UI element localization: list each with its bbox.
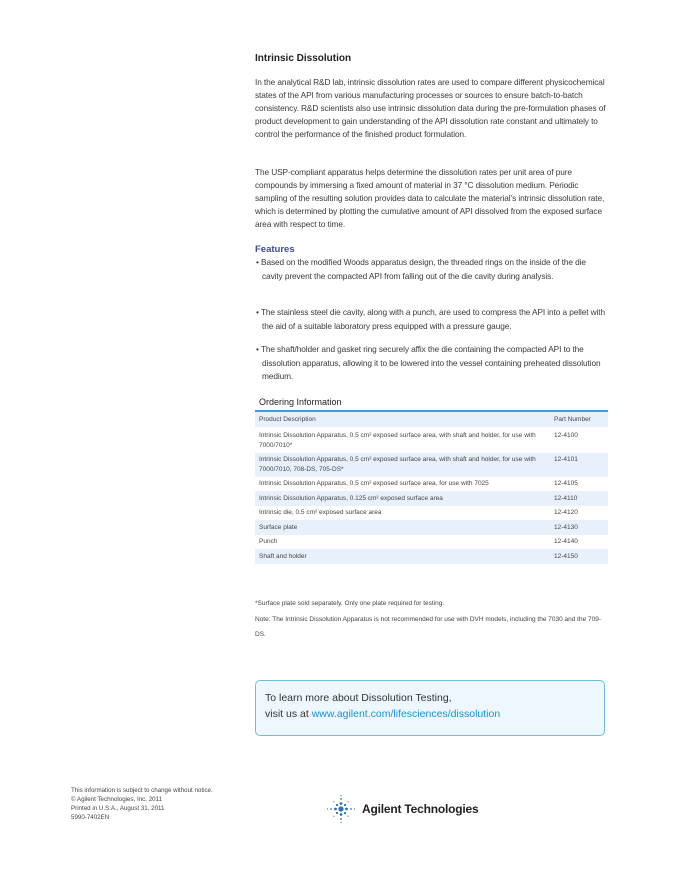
part-number: 12-4150 <box>554 552 578 560</box>
footer-line: Printed in U.S.A., August 31, 2011 <box>71 805 165 812</box>
table-row <box>255 477 608 492</box>
footer-line: © Agilent Technologies, Inc. 2011 <box>71 796 163 803</box>
product-description: Intrinsic Dissolution Apparatus, 0.5 cm² exposed surface area, for use with 7025 <box>259 480 489 487</box>
ordering-table <box>255 412 608 564</box>
column-header-description: Product Description <box>259 416 316 423</box>
footer-line: This information is subject to change without notice. <box>71 787 213 794</box>
product-description: Intrinsic Dissolution Apparatus, 0.5 cm² exposed surface area, with shaft and holder, for use with 7000/7010, 708-DS, 705-DS* <box>259 456 536 473</box>
table-row <box>255 427 608 453</box>
part-number: 12-4140 <box>554 538 578 545</box>
dissolution-link[interactable]: www.agilent.com/lifesciences/dissolution <box>311 708 501 720</box>
feature-item: • Based on the modified Woods apparatus design, the threaded rings on the inside of the die cavity prevent the compacted API from falling out of the die cavity during analysis. <box>256 257 586 281</box>
surface-plate-note: *Surface plate sold separately. Only one plate required for testing. <box>255 600 445 607</box>
table-row <box>255 520 608 535</box>
footer-line: 5990-7402EN <box>71 814 110 821</box>
brand-name: Agilent Technologies <box>362 802 479 816</box>
features-heading: Features <box>255 244 295 255</box>
learn-more-box <box>255 680 605 736</box>
learn-more-visit-line <box>265 706 595 722</box>
intro-paragraph: In the analytical R&D lab, intrinsic dissolution rates are used to compare different physicochemical states of the API from various manufacturing processes or sources to ensure batch-to-batch consistency. R&D scientists also use intrinsic dissolution data during the pre-formulation phases of product development to gain understanding of the API dissolution rate constant and ultimately to control the performance of the finished product formulation. <box>255 77 606 139</box>
table-row <box>255 506 608 521</box>
product-description: Shaft and holder <box>259 552 307 560</box>
column-header-part-number: Part Number <box>554 416 591 423</box>
product-description: Punch <box>259 538 278 545</box>
visit-prefix: visit us at <box>265 708 312 720</box>
agilent-spark-icon <box>326 794 356 824</box>
table-header-row <box>255 412 608 427</box>
notes <box>255 596 610 643</box>
product-description: Intrinsic Dissolution Apparatus, 0.125 cm² exposed surface area <box>259 494 443 502</box>
product-description: Surface plate <box>259 523 298 531</box>
part-number: 12-4130 <box>554 523 578 531</box>
product-description: Intrinsic die, 0.5 cm² exposed surface area <box>259 509 382 516</box>
table-row <box>255 549 608 564</box>
footer-legal <box>71 786 213 822</box>
section-title: Intrinsic Dissolution <box>255 53 352 64</box>
learn-more-line: To learn more about Dissolution Testing, <box>265 692 452 704</box>
dvh-note: Note: The Intrinsic Dissolution Apparatus is not recommended for use with DVH models, including the 7030 and the 709-DS. <box>255 615 602 638</box>
feature-item: • The stainless steel die cavity, along with a punch, are used to compress the API into a pellet with the aid of a suitable laboratory press equipped with a pressure gauge. <box>256 307 606 331</box>
part-number: 12-4105 <box>554 480 578 487</box>
table-row <box>255 453 608 477</box>
part-number: 12-4100 <box>554 432 578 439</box>
table-row <box>255 535 608 550</box>
feature-item: • The shaft/holder and gasket ring securely affix the die containing the compacted API to the dissolution apparatus, allowing it to be lowered into the vessel containing preheated dissolution medium. <box>256 344 601 381</box>
part-number: 12-4110 <box>554 494 578 502</box>
part-number: 12-4120 <box>554 509 578 516</box>
ordering-heading: Ordering Information <box>259 397 342 407</box>
apparatus-paragraph: The USP-compliant apparatus helps determine the dissolution rates per unit area of pure compounds by immersing a fixed amount of material in 37 °C dissolution medium. Periodic sampling of the resulting solution provides data to calculate the material’s intrinsic dissolution rate, which is determined by plotting the cumulative amount of API dissolved from the exposed surface area with respect to time. <box>255 167 605 229</box>
table-row <box>255 491 608 506</box>
part-number: 12-4101 <box>554 456 578 463</box>
agilent-logo <box>326 794 478 824</box>
product-description: Intrinsic Dissolution Apparatus, 0.5 cm² exposed surface area, with shaft and holder, for use with 7000/7010* <box>259 432 536 449</box>
